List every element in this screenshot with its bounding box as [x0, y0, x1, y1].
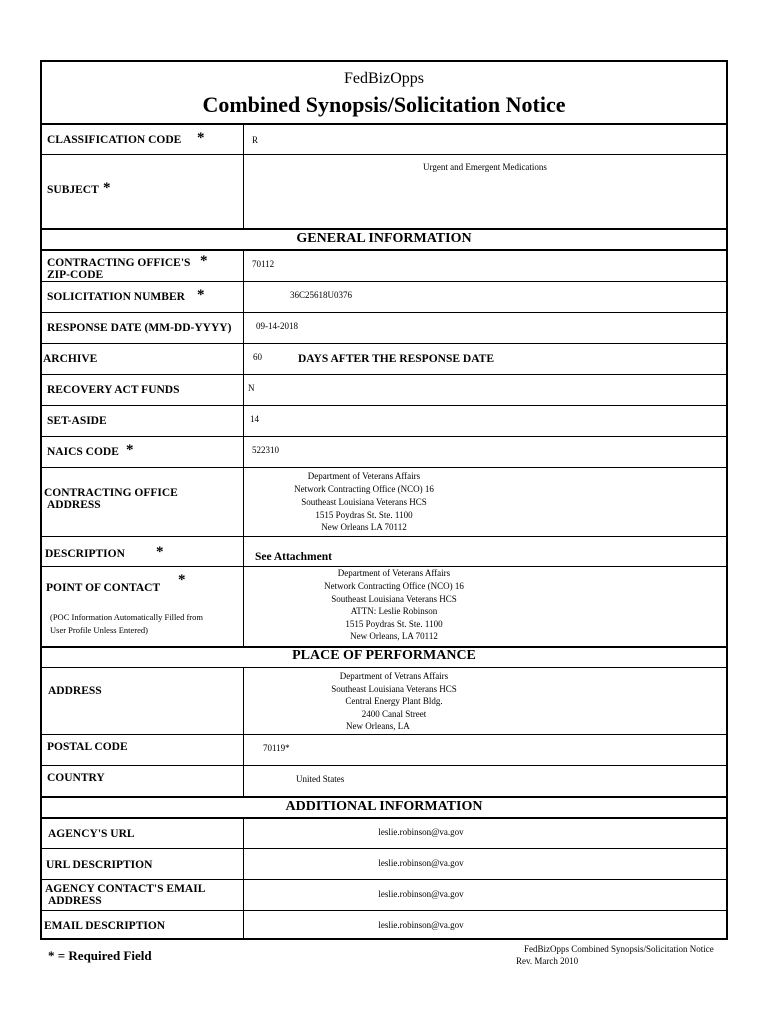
divider: [42, 249, 726, 251]
classification-code-value[interactable]: R: [252, 135, 259, 145]
divider: [42, 228, 726, 230]
classification-code-label: CLASSIFICATION CODE: [47, 134, 182, 146]
required-marker: *: [103, 180, 111, 196]
place-line: 2400 Canal Street: [361, 709, 427, 719]
zip-label-line2: ZIP-CODE: [47, 269, 104, 281]
section-general-information: GENERAL INFORMATION: [296, 231, 472, 246]
poc-line: New Orleans, LA 70112: [350, 631, 438, 641]
subject-value[interactable]: Urgent and Emergent Medications: [423, 162, 547, 172]
required-marker: *: [200, 253, 208, 269]
agency-url-value[interactable]: leslie.robinson@va.gov: [378, 827, 464, 837]
contracting-office-label-line1: CONTRACTING OFFICE: [44, 487, 178, 499]
place-line: Central Energy Plant Bldg.: [345, 696, 443, 706]
divider: [42, 436, 726, 437]
description-label: DESCRIPTION: [45, 548, 125, 560]
place-address-label: ADDRESS: [48, 685, 102, 697]
address-line: New Orleans LA 70112: [321, 522, 407, 532]
divider: [42, 817, 726, 819]
set-aside-value[interactable]: 14: [250, 414, 259, 424]
description-value[interactable]: See Attachment: [255, 551, 332, 563]
required-marker: *: [126, 442, 134, 458]
zip-label-line1: CONTRACTING OFFICE'S: [47, 257, 191, 269]
divider: [42, 467, 726, 468]
divider: [42, 312, 726, 313]
solicitation-number-label: SOLICITATION NUMBER: [47, 291, 185, 303]
email-description-label: EMAIL DESCRIPTION: [44, 920, 166, 932]
address-line: 1515 Poydras St. Ste. 1100: [315, 510, 413, 520]
divider: [42, 667, 726, 668]
divider: [42, 405, 726, 406]
email-label-line2: ADDRESS: [48, 895, 102, 907]
solicitation-number-value[interactable]: 36C25618U0376: [290, 290, 353, 300]
country-value[interactable]: United States: [296, 774, 345, 784]
postal-code-value[interactable]: 70119*: [263, 743, 290, 753]
divider: [42, 879, 726, 880]
poc-line: Southeast Louisiana Veterans HCS: [331, 594, 457, 604]
archive-suffix: DAYS AFTER THE RESPONSE DATE: [298, 353, 494, 365]
required-marker: *: [197, 130, 205, 146]
subject-label: SUBJECT: [47, 184, 99, 196]
address-line: Department of Veterans Affairs: [307, 471, 421, 481]
form-name: FedBizOpps Combined Synopsis/Solicitation Notice: [524, 944, 714, 954]
solicitation-form: [40, 60, 728, 940]
contracting-office-label-line2: ADDRESS: [47, 499, 101, 511]
address-line: Network Contracting Office (NCO) 16: [294, 484, 434, 494]
divider: [42, 796, 726, 798]
zip-value[interactable]: 70112: [252, 259, 275, 269]
required-field-note: * = Required Field: [48, 948, 152, 963]
place-line: New Orleans, LA: [346, 721, 410, 731]
email-value[interactable]: leslie.robinson@va.gov: [378, 889, 464, 899]
form-title: Combined Synopsis/Solicitation Notice: [202, 92, 566, 117]
poc-line: 1515 Poydras St. Ste. 1100: [345, 619, 443, 629]
point-of-contact-label: POINT OF CONTACT: [46, 582, 161, 594]
agency-url-label: AGENCY'S URL: [48, 828, 135, 840]
place-line: Department of Vetrans Affairs: [339, 671, 449, 681]
divider: [42, 536, 726, 537]
form-header: [42, 62, 726, 122]
divider: [42, 343, 726, 344]
naics-code-value[interactable]: 522310: [252, 445, 279, 455]
recovery-act-label: RECOVERY ACT FUNDS: [47, 384, 180, 396]
divider: [42, 910, 726, 911]
poc-line: ATTN: Leslie Robinson: [350, 606, 438, 616]
response-date-value[interactable]: 09-14-2018: [256, 321, 298, 331]
section-additional-information: ADDITIONAL INFORMATION: [285, 799, 483, 814]
email-label-line1: AGENCY CONTACT'S EMAIL: [45, 883, 206, 895]
archive-label: ARCHIVE: [43, 353, 98, 365]
divider: [42, 765, 726, 766]
url-description-label: URL DESCRIPTION: [46, 859, 153, 871]
form-subtitle: FedBizOpps: [344, 70, 424, 87]
section-place-of-performance: PLACE OF PERFORMANCE: [292, 648, 476, 663]
divider: [42, 281, 726, 282]
divider: [42, 123, 726, 125]
set-aside-label: SET-ASIDE: [47, 415, 107, 427]
poc-line: Network Contracting Office (NCO) 16: [324, 581, 464, 591]
postal-code-label: POSTAL CODE: [47, 741, 128, 753]
column-divider: [243, 123, 244, 228]
required-marker: *: [178, 572, 186, 588]
divider: [42, 154, 726, 155]
required-marker: *: [197, 287, 205, 303]
recovery-act-value[interactable]: N: [248, 383, 255, 393]
country-label: COUNTRY: [47, 772, 105, 784]
poc-note-line1: (POC Information Automatically Filled from: [50, 612, 203, 622]
naics-code-label: NAICS CODE: [47, 446, 119, 458]
email-description-value[interactable]: leslie.robinson@va.gov: [378, 920, 464, 930]
poc-note-line2: User Profile Unless Entered): [50, 625, 148, 635]
divider: [42, 734, 726, 735]
address-line: Southeast Louisiana Veterans HCS: [301, 497, 427, 507]
required-marker: *: [156, 544, 164, 560]
url-description-value[interactable]: leslie.robinson@va.gov: [378, 858, 464, 868]
divider: [42, 374, 726, 375]
form-revision: Rev. March 2010: [516, 956, 579, 966]
divider: [42, 848, 726, 849]
form-revision-info: [516, 943, 714, 967]
response-date-label: RESPONSE DATE (MM-DD-YYYY): [47, 322, 232, 334]
archive-value[interactable]: 60: [253, 352, 262, 362]
place-line: Southeast Louisiana Veterans HCS: [331, 684, 457, 694]
poc-line: Department of Veterans Affairs: [337, 568, 451, 578]
